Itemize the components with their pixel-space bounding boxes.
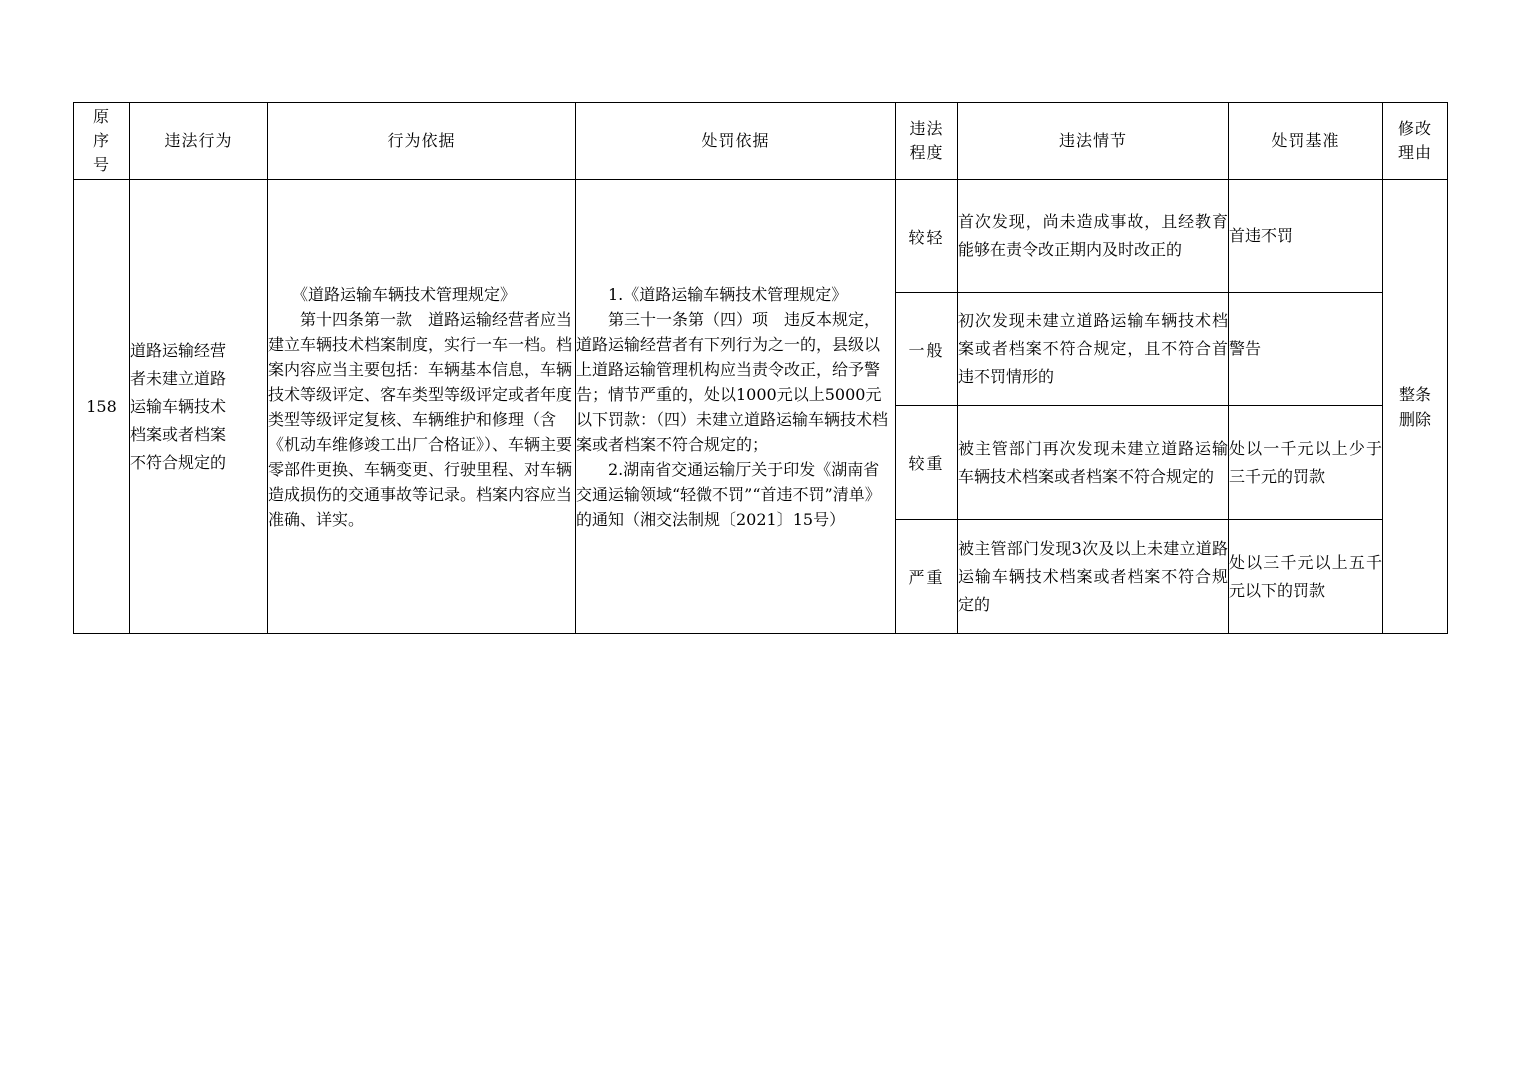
standard-text: 处以一千元以上少于三千元的罚款 — [1229, 406, 1383, 520]
header-penalty-basis: 处罚依据 — [576, 103, 896, 180]
degree-label: 较重 — [896, 406, 958, 520]
act-basis-text: 《道路运输车辆技术管理规定》 第十四条第一款 道路运输经营者应当建立车辆技术档案制度，实行一车一档。档案内容应当主要包括：车辆基本信息，车辆技术等级评定、客车类型等级评定或者年度类型等级评定复核、车辆维护和修理（含《机动车维修竣工出厂合格证》）、车辆主要零部件更换、车辆变更、行驶里程、对车辆造成损伤的交通事故等记录。档案内容应当准确、详实。 — [268, 180, 576, 634]
header-row — [74, 103, 1448, 180]
header-reason: 修改 理由 — [1383, 103, 1448, 180]
penalty-standard-table — [73, 102, 1448, 634]
degree-label: 一般 — [896, 293, 958, 406]
seq-number: 158 — [74, 180, 130, 634]
table-row — [74, 180, 1448, 293]
degree-label: 较轻 — [896, 180, 958, 293]
header-standard: 处罚基准 — [1229, 103, 1383, 180]
header-degree: 违法 程度 — [896, 103, 958, 180]
degree-label: 严重 — [896, 520, 958, 634]
standard-text: 警告 — [1229, 293, 1383, 406]
circumstance-text: 初次发现未建立道路运输车辆技术档案或者档案不符合规定，且不符合首违不罚情形的 — [958, 293, 1229, 406]
circumstance-text: 被主管部门再次发现未建立道路运输车辆技术档案或者档案不符合规定的 — [958, 406, 1229, 520]
header-circumstance: 违法情节 — [958, 103, 1229, 180]
modification-reason: 整条 删除 — [1383, 180, 1448, 634]
circumstance-text: 被主管部门发现3次及以上未建立道路运输车辆技术档案或者档案不符合规定的 — [958, 520, 1229, 634]
standard-text: 首违不罚 — [1229, 180, 1383, 293]
penalty-basis-text: 1.《道路运输车辆技术管理规定》 第三十一条第（四）项 违反本规定，道路运输经营者有下列行为之一的，县级以上道路运输管理机构应当责令改正，给予警告；情节严重的，处以1000元以上5000元以下罚款：（四）未建立道路运输车辆技术档案或者档案不符合规定的； 2.湖南省交通运输厅关于印发《湖南省交通运输领域“轻微不罚”“首违不罚”清单》的通知（湘交法制规〔2021〕15号） — [576, 180, 896, 634]
standard-text: 处以三千元以上五千元以下的罚款 — [1229, 520, 1383, 634]
header-seq: 原 序 号 — [74, 103, 130, 180]
header-behavior: 违法行为 — [130, 103, 268, 180]
header-act-basis: 行为依据 — [268, 103, 576, 180]
circumstance-text: 首次发现，尚未造成事故，且经教育能够在责令改正期内及时改正的 — [958, 180, 1229, 293]
violation-behavior: 道路运输经营 者未建立道路 运输车辆技术 档案或者档案 不符合规定的 — [130, 180, 268, 634]
